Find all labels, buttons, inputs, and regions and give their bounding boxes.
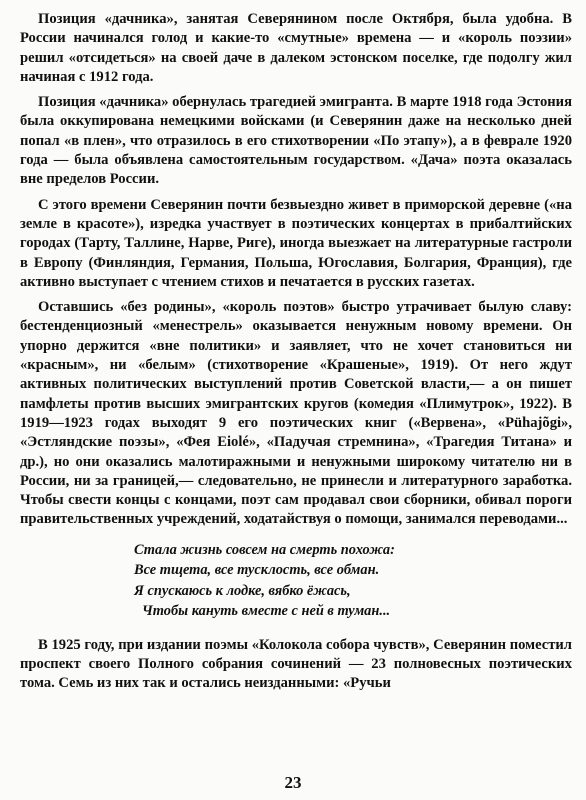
poem-line-1: Стала жизнь совсем на смерть похожа: [134, 541, 395, 558]
poem-line-3: Я спускаюсь к лодке, вябко ёжась, [134, 582, 351, 599]
main-text [20, 10, 572, 700]
poem-line-4: Чтобы кануть вместе с ней в туман... [142, 603, 391, 620]
paragraph-4: Оставшись «без родины», «король поэтов» быстро утрачивает былую славу: бестенденциозный «менестрель» оказывается ненужным новому времени. Он упорно держится «вне политики» и заявляет, что не хочет становиться ни «красным», ни «белым» (стихотворение «Крашеные», 1919). От него ждут активных политических выступлений против Советской власти,— а он пишет памфлеты против высших эмигрантских кругов (комедия «Плимутрок», 1922). В 1919—1923 годах выходят 9 его поэтических книг («Вервена», «Pühajõgi», «Эстляндские поэзы», «Фея Eiolé», «Падучая стремнина», «Трагедия Титана» и др.), но они оказались малотиражными и ненужными широкому читателю ни в России, ни за границей,— следовательно, не принесли и литературного заработка. Чтобы свести концы с концами, поэт сам продавал свои сборники, обивал пороги правительственных учреждений, ходатайствуя о помощи, занимался переводами... [20, 299, 572, 528]
paragraph-1: Позиция «дачника», занятая Северянином после Октября, была удобна. В России начинался голод и какие-то «смутные» времена — и «король поэзии» решил «отсидеться» на своей даче в далеком эстонском поселке, где подолгу жил начиная с 1912 года. [20, 11, 572, 85]
paragraph-3: С этого времени Северянин почти безвыездно живет в приморской деревне («на земле в красоте»), изредка участвует в поэтических концертах в прибалтийских городах (Тарту, Таллине, Нарве, Риге), иногда выезжает на литературные гастроли в Европу (Финляндия, Германия, Польша, Югославия, Болгария, Франция), где активно выступает с чтением стихов и печатается в русских газетах. [20, 196, 572, 290]
poem-line-2: Все тщета, все тусклость, все обман. [134, 562, 380, 579]
page-number: 23 [284, 773, 302, 792]
poem-quote [134, 540, 572, 622]
paragraph-5: В 1925 году, при издании поэмы «Колокола собора чувств», Северянин поместил проспект своего Полного собрания сочинений — 23 полновесных поэтических тома. Семь из них так и остались неизданными: «Ручьи [20, 636, 572, 692]
paragraph-2: Позиция «дачника» обернулась трагедией эмигранта. В марте 1918 года Эстония была оккупирована немецкими войсками (и Северянин даже на несколько дней попал «в плен», что отразилось в его стихотворении «По этапу»), а в феврале 1920 года — была объявлена самостоятельным государством. «Дача» поэта оказалась вне пределов России. [20, 94, 572, 188]
